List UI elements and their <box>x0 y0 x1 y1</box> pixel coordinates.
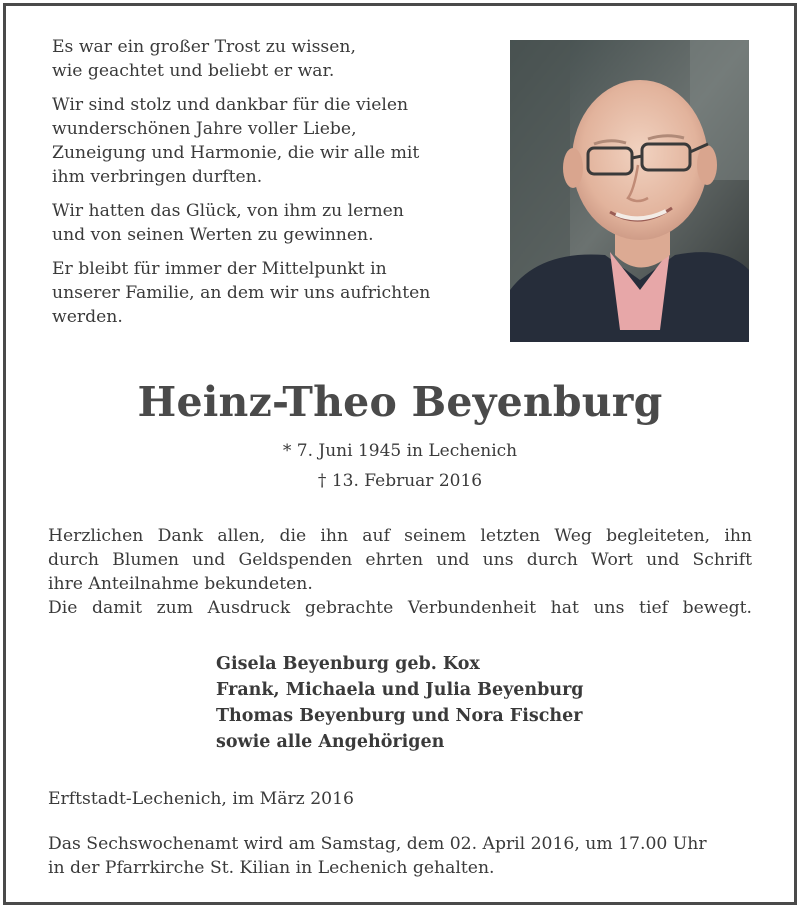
death-date: † 13. Februar 2016 <box>317 471 483 491</box>
poem-stanza-3: Wir hatten das Glück, von ihm zu lernen und von seinen Werten zu gewinnen. <box>52 201 404 245</box>
birth-date: * 7. Juni 1945 in Lechenich <box>282 441 518 461</box>
thanks-paragraph <box>48 524 752 620</box>
family-name-3: Thomas Beyenburg und Nora Fischer <box>216 706 583 726</box>
thanks-line-2: durch Blumen und Geldspenden ehrten und uns durch Wort und Schrift <box>48 550 752 570</box>
thanks-line-4: Die damit zum Ausdruck gebrachte Verbundenheit hat uns tief bewegt. <box>48 598 752 618</box>
portrait-image <box>510 40 749 342</box>
portrait-photo <box>510 40 749 342</box>
deceased-name: Heinz-Theo Beyenburg <box>137 378 663 426</box>
life-dates <box>0 436 800 496</box>
family-name-1: Gisela Beyenburg geb. Kox <box>216 654 480 674</box>
thanks-line-3: ihre Anteilnahme bekundeten. <box>48 574 313 594</box>
family-name-2: Frank, Michaela und Julia Beyenburg <box>216 680 584 700</box>
poem-stanza-2: Wir sind stolz und dankbar für die vielen wunderschönen Jahre voller Liebe, Zuneigung und Harmonie, die wir alle mit ihm verbringen durften. <box>52 95 420 187</box>
family-signatures <box>216 651 696 755</box>
place-and-date: Erftstadt-Lechenich, im März 2016 <box>48 789 354 809</box>
family-name-4: sowie alle Angehörigen <box>216 732 445 752</box>
service-announcement <box>48 832 754 880</box>
poem-stanza-4: Er bleibt für immer der Mittelpunkt in unserer Familie, an dem wir uns aufrichten werden. <box>52 259 431 327</box>
poem-stanza-1: Es war ein großer Trost zu wissen, wie geachtet und beliebt er war. <box>52 37 356 81</box>
thanks-line-1: Herzlichen Dank allen, die ihn auf seinem letzten Weg begleiteten, ihn <box>48 526 752 546</box>
service-line-1: Das Sechswochenamt wird am Samstag, dem 02. April 2016, um 17.00 Uhr <box>48 834 707 854</box>
memorial-poem <box>52 35 482 339</box>
service-line-2: in der Pfarrkirche St. Kilian in Lechenich gehalten. <box>48 858 495 878</box>
